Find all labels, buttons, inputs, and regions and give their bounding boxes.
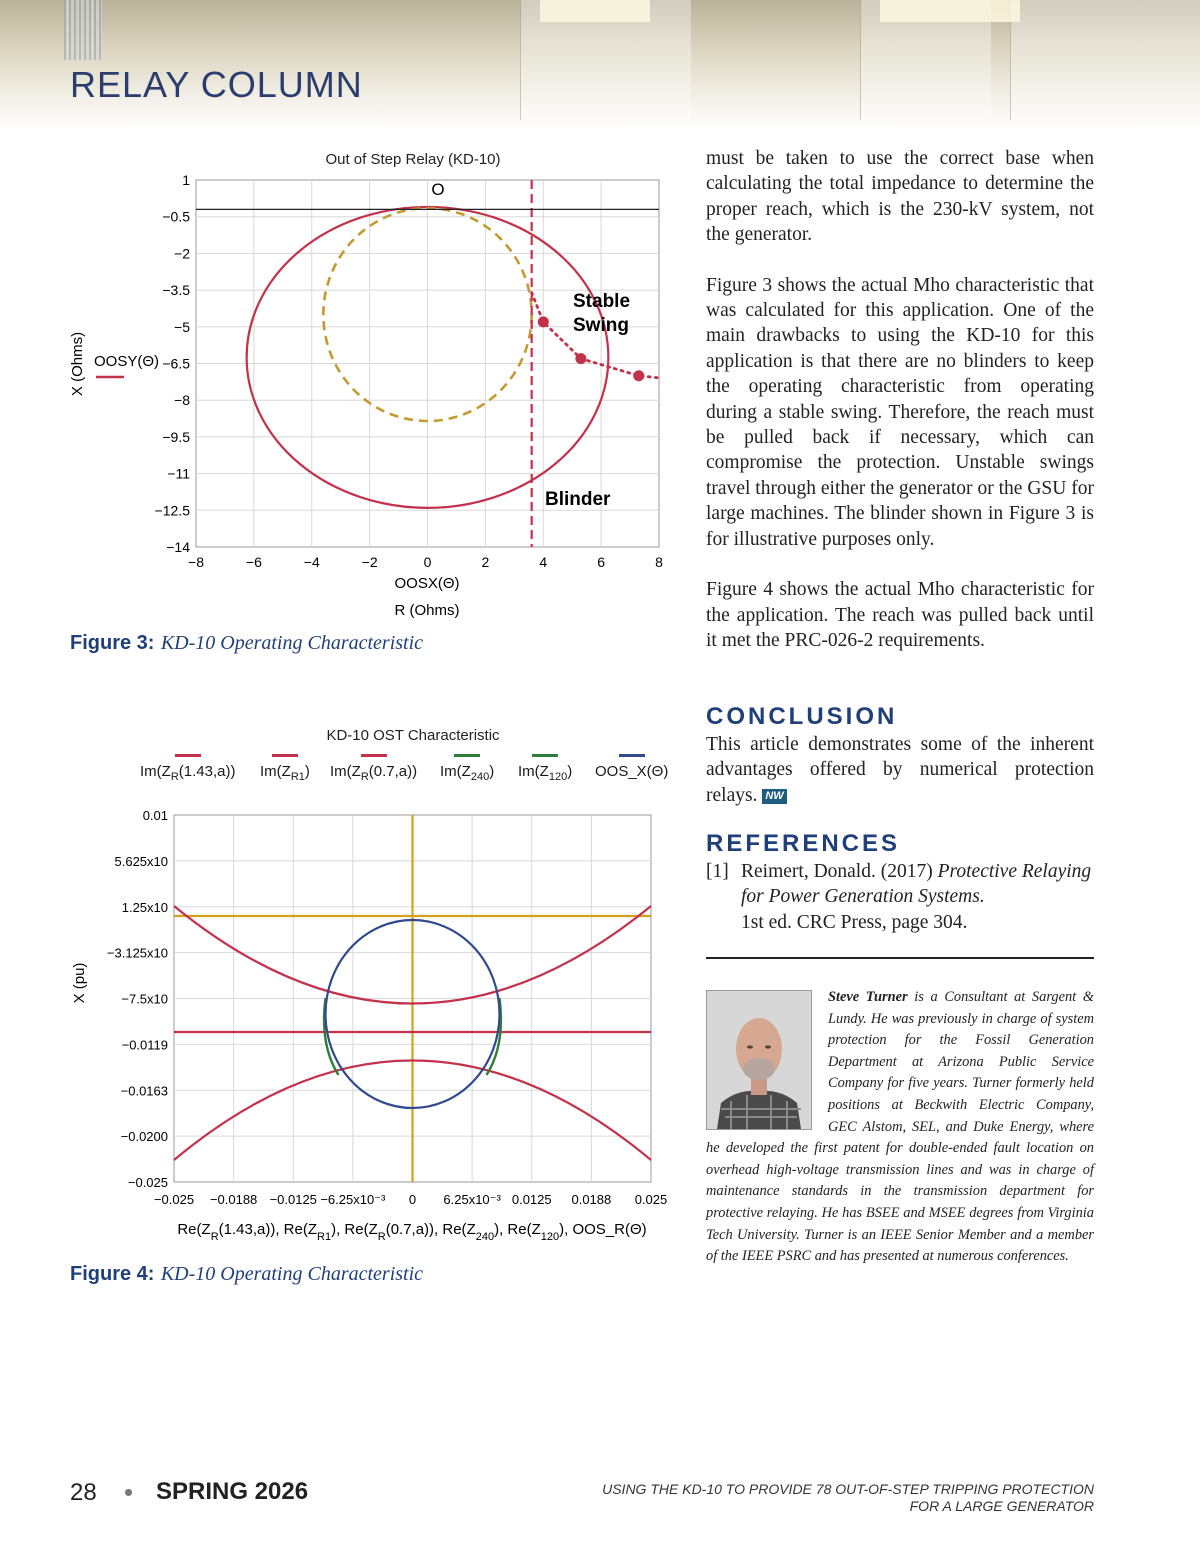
page-number: 28: [70, 1479, 97, 1506]
conclusion-heading: CONCLUSION: [706, 703, 898, 730]
fig4-x-tick-label: 0.025: [634, 1192, 668, 1207]
fig4-legend-label: $Im(Z_{R1})$: [260, 763, 310, 783]
fig4-legend-item: [140, 754, 236, 783]
figure3-caption: [70, 630, 423, 655]
fig3-y-tick-label: −14: [166, 539, 190, 555]
fig4-ylabel: X (pu): [71, 962, 88, 1004]
figure3-caption-label: Figure 3:: [70, 632, 155, 654]
fig3-swing-point: [575, 353, 586, 364]
fig4-legend-label: $Im(Z_R(0.7,a))$: [330, 763, 418, 783]
header-light: [880, 0, 1020, 22]
fig4-x-tick-label: −6.25x10⁻³: [320, 1192, 386, 1207]
author-bio-text: is a Consultant at Sargent & Lundy. He was previously in charge of system protection for the Fossil Generation Department at Arizona Public Service Company for five years. Turner formerly held positions at Beckwith Electric Company, GEC Alstom, SEL, and Duke Energy, where he developed the first patent for double-ended fault location on overhead high-voltage transmission lines and was in charge of maintenance standards in the transmission department for protective relaying. He has BSEE and MSEE degrees from Virginia Tech University. Turner is an IEEE Senior Member and a member of the IEEE PSRC and has presented at numerous conferences.: [706, 989, 1094, 1265]
fig4-legend-label: $Im(Z_{240})$: [440, 763, 495, 783]
fig3-y-tick-label: 1: [182, 172, 190, 188]
figure4-caption-text: KD-10 Operating Characteristic: [160, 1263, 424, 1285]
reference-author: Reimert, Donald. (2017): [741, 861, 933, 882]
figure4-legend: [140, 754, 670, 794]
fig4-x-tick-label: 0.0188: [571, 1192, 612, 1207]
nw-end-mark: NW: [762, 789, 786, 804]
article-paragraph: Figure 3 shows the actual Mho characteristic that was calculated for this application. One of the main drawbacks to using the KD-10 for this application is that there are no blinders to keep the operating characteristic from operating during a stable swing. Therefore, the reach must be pulled back if necessary, which can compromise the protection. Unstable swings travel through either the generator or the GSU for large machines. The blinder shown in Figure 3 is for illustrative purposes only.: [706, 274, 1094, 550]
fig4-legend-swatch: [361, 754, 387, 757]
fig3-annotation-blinder: Blinder: [545, 489, 611, 510]
fig4-x-ticks: [154, 1192, 667, 1207]
fig4-x-tick-label: −0.025: [153, 1192, 195, 1207]
fig3-x-tick-label: 4: [539, 554, 548, 570]
fig4-y-tick-label: −7.5x10: [121, 991, 168, 1007]
fig3-annotation-swing: Swing: [573, 315, 629, 336]
fig3-x-tick-label: −8: [188, 554, 204, 570]
fig3-x-tick-label: −2: [361, 554, 378, 570]
header-light: [540, 0, 650, 22]
fig4-legend-swatch: [619, 754, 645, 757]
fig4-legend-item: [260, 754, 310, 783]
figure3-chart: [0, 150, 680, 630]
fig4-x-tick-label: 0: [408, 1192, 417, 1207]
fig4-y-tick-label: −0.0119: [121, 1037, 168, 1053]
fig3-y-tick-label: −11: [167, 465, 190, 482]
footer-bullet: •: [124, 1477, 134, 1507]
fig3-annotation-stable: Stable: [573, 291, 631, 312]
figure3-caption-text: KD-10 Operating Characteristic: [160, 632, 424, 654]
fig4-y-ticks: [107, 808, 168, 1190]
fig3-y-tick-label: −8: [174, 392, 190, 409]
fig4-legend-label: OOS_X(Θ): [595, 763, 669, 780]
fig4-y-tick-label: 0.01: [142, 808, 168, 823]
fig4-x-tick-label: −0.0188: [209, 1192, 258, 1207]
fig3-y-tick-label: −9.5: [162, 428, 190, 445]
fig3-y-tick-label: −12.5: [154, 502, 190, 519]
fig3-x-tick-label: 2: [481, 554, 490, 570]
figure3-title: Out of Step Relay (KD-10): [325, 151, 501, 168]
fig3-swing-point: [538, 316, 549, 327]
fig4-legend-item: [595, 754, 668, 780]
figure4-chart: [0, 800, 700, 1260]
fig4-legend-label: $Im(Z_{120})$: [518, 763, 573, 783]
article-paragraph: Figure 4 shows the actual Mho characteristic for the application. The reach was pulled back until it met the PRC-026-2 requirements.: [706, 579, 1094, 651]
article-paragraph: must be taken to use the correct base when calculating the total impedance to determine the proper reach, which is the 230-kV system, not the generator.: [706, 148, 1094, 246]
fig4-y-tick-label: 1.25x10: [121, 899, 168, 915]
fig3-y-tick-label: −6.5: [162, 355, 190, 372]
fig3-y-tick-label: −5: [174, 318, 190, 335]
fig4-legend-item: [518, 754, 572, 783]
figure4-title: KD-10 OST Characteristic: [326, 727, 500, 744]
fig3-x-ticks: [188, 554, 663, 570]
fig4-legend-swatch: [532, 754, 558, 757]
fig4-xlabel: $Re(Z_R(1.43,a))$, $Re(Z_{R1})$, $Re(Z_R(0.7,a))$, $Re(Z_{240})$, $Re(Z_{120})$, OOS_R(Θ): [177, 1221, 647, 1243]
conclusion-text: This article demonstrates some of the inherent advantages offered by numerical protection relays.: [706, 734, 1094, 806]
fig4-y-tick-label: −3.125x10: [106, 945, 168, 961]
fig3-x-tick-label: −6: [245, 554, 262, 570]
fig4-y-tick-label: −0.0163: [120, 1083, 168, 1099]
fig4-legend-item: [440, 754, 494, 783]
fig4-x-tick-label: 6.25x10⁻³: [443, 1192, 501, 1207]
conclusion-body: [706, 732, 1094, 808]
fig4-y-tick-label: −0.0200: [120, 1129, 168, 1145]
fig4-legend-item: [330, 754, 417, 783]
fig3-x-tick-label: 8: [655, 554, 663, 570]
fig3-xlabel2: R (Ohms): [394, 602, 460, 619]
header-cables: [64, 0, 102, 60]
fig4-x-tick-label: 0.0125: [511, 1192, 552, 1207]
fig3-y-ticks: [155, 172, 191, 555]
author-bio: [706, 987, 1094, 1268]
fig4-legend-label: $Im(Z_R(1.43,a))$: [140, 763, 236, 783]
article-body: [706, 146, 1094, 678]
fig4-y-tick-label: −0.025: [127, 1175, 168, 1190]
header-photo-panel: [1010, 0, 1200, 120]
fig3-ylabel: X (Ohms): [69, 331, 86, 397]
figure4-caption-label: Figure 4:: [70, 1263, 155, 1285]
fig3-swing-point: [633, 370, 644, 381]
figure4-caption: [70, 1261, 423, 1286]
fig3-x-tick-label: 6: [597, 554, 606, 570]
reference-number: [1]: [706, 861, 729, 882]
fig3-x-tick-label: −4: [303, 554, 320, 570]
fig3-xlabel: OOSX(Θ): [394, 575, 460, 592]
fig3-y-tick-label: −3.5: [162, 282, 190, 299]
references-heading: REFERENCES: [706, 830, 901, 857]
reference-publisher: 1st ed. CRC Press, page 304.: [741, 911, 968, 933]
reference-item: [706, 859, 1094, 935]
fig3-y-tick-label: −2: [174, 245, 190, 262]
fig3-x-tick-label: 0: [423, 554, 432, 570]
issue-season: SPRING 2026: [156, 1478, 309, 1505]
divider: [706, 957, 1094, 959]
reference-title: Protective Relaying for Power Generation Systems.: [741, 861, 1092, 908]
footer-article-title: USING THE KD-10 TO PROVIDE 78 OUT-OF-STEP TRIPPING PROTECTION FOR A LARGE GENERATOR: [602, 1481, 1094, 1514]
fig4-legend-swatch: [454, 754, 480, 757]
fig4-legend-swatch: [272, 754, 298, 757]
section-title: RELAY COLUMN: [70, 64, 363, 105]
fig3-legend-label: OOSY(Θ): [94, 353, 160, 370]
fig4-y-tick-label: 5.625x10: [114, 853, 168, 869]
author-name: Steve Turner: [828, 989, 908, 1005]
fig3-y-tick-label: −0.5: [162, 208, 190, 225]
fig3-origin-marker: O: [431, 180, 445, 199]
fig4-legend-swatch: [175, 754, 201, 757]
fig4-x-tick-label: −0.0125: [269, 1192, 317, 1207]
